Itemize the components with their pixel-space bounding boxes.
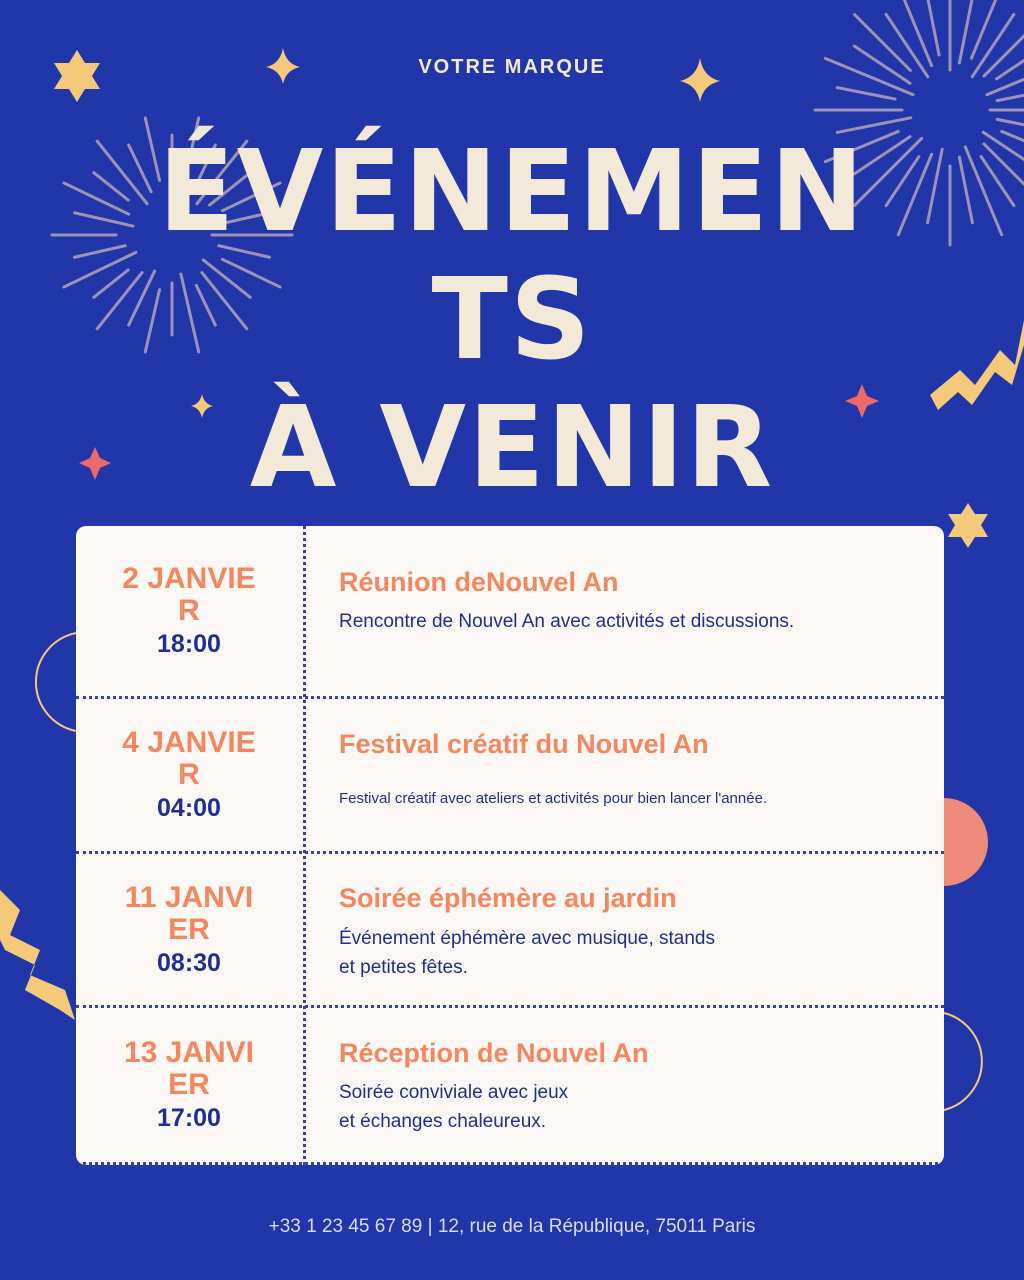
ribbon-icon — [0, 890, 75, 1020]
event-date-cell — [116, 526, 262, 696]
firework-ray — [928, 0, 940, 55]
event-description: Rencontre de Nouvel An avec activités et discussions. — [339, 611, 795, 632]
event-title: Réception de Nouvel An — [339, 1038, 649, 1068]
title-line: TS — [431, 255, 593, 385]
event-time: 18:00 — [157, 630, 221, 658]
event-title: Festival créatif du Nouvel An — [339, 729, 709, 759]
fan-icon — [944, 798, 988, 886]
event-date: 13 JANVIER — [123, 1036, 255, 1101]
event-row — [76, 1008, 944, 1165]
circle-outline — [944, 1013, 982, 1110]
event-date-cell — [116, 854, 262, 1005]
event-row — [76, 854, 944, 1008]
event-title: Soirée éphémère au jardin — [339, 883, 677, 913]
event-description: Festival créatif avec ateliers et activités pour bien lancer l'année. — [339, 790, 768, 807]
firework-ray — [971, 0, 1001, 58]
title-line: À VENIR — [249, 383, 775, 513]
event-time: 17:00 — [157, 1104, 221, 1132]
event-date-cell — [116, 1008, 262, 1162]
page-title — [0, 128, 1024, 512]
event-description: Événement éphémère avec musique, stands et petites fêtes. — [339, 928, 715, 978]
column-divider — [303, 526, 306, 1165]
event-date: 4 JANVIER — [122, 726, 256, 791]
firework-ray — [837, 88, 895, 100]
contact-footer: +33 1 23 45 67 89 | 12, rue de la République, 75011 Paris — [268, 1216, 756, 1237]
event-time: 08:30 — [157, 948, 221, 977]
event-title: Réunion deNouvel An — [339, 567, 619, 597]
events-card — [76, 526, 944, 1165]
event-date: 11 JANVIER — [124, 880, 254, 946]
firework-ray — [959, 0, 972, 63]
event-date: 2 JANVIER — [122, 562, 256, 627]
event-row — [76, 699, 944, 854]
event-description: Soirée conviviale avec jeux et échanges chaleureux. — [339, 1082, 569, 1132]
event-time: 04:00 — [157, 794, 221, 822]
brand-name: VOTRE MARQUE — [418, 56, 606, 78]
event-row — [76, 526, 944, 699]
event-date-cell — [116, 699, 262, 851]
title-line: ÉVÉNEMEN — [158, 127, 866, 257]
circle-outline — [36, 633, 76, 731]
